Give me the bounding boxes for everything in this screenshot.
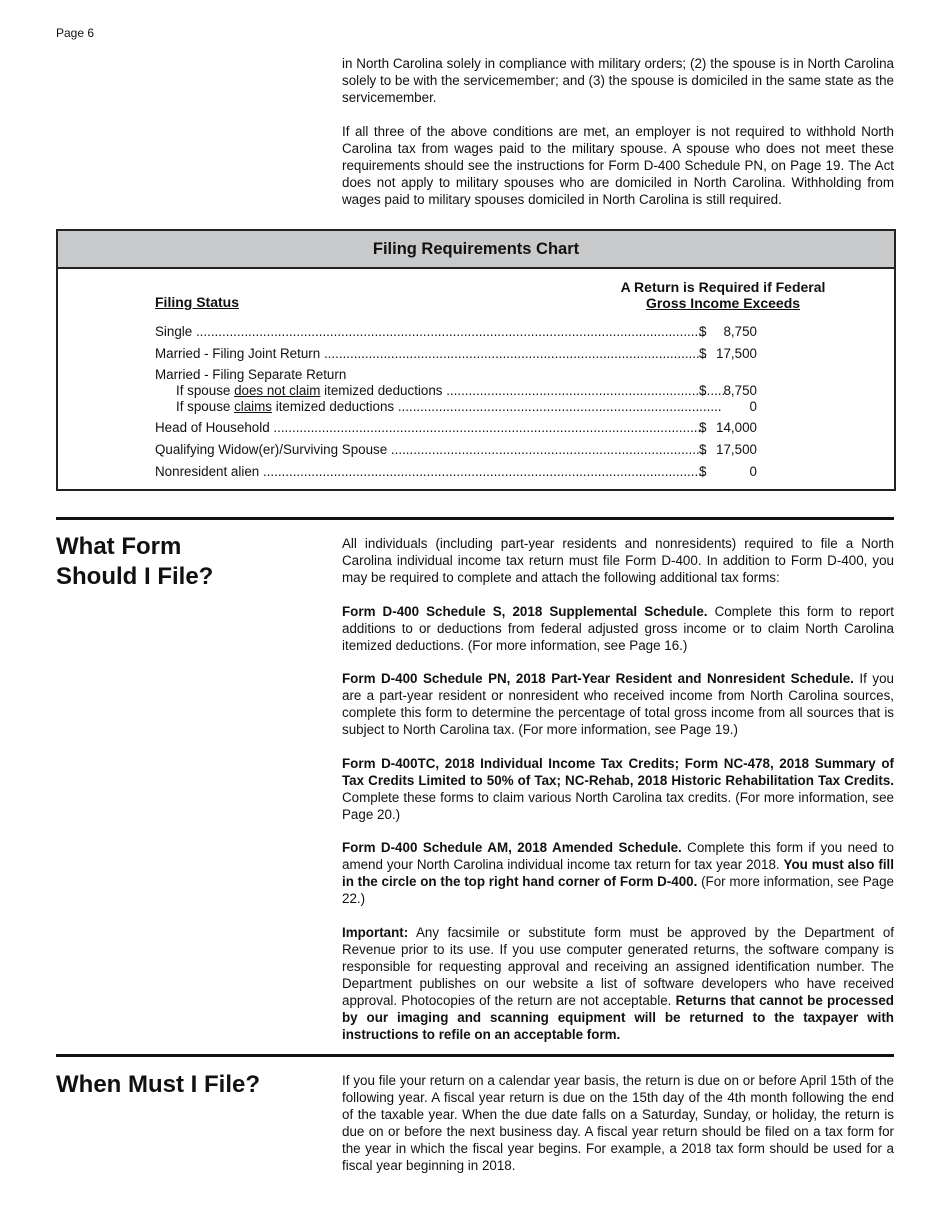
row-label: Qualifying Widow(er)/Surviving Spouse ..... — [155, 441, 706, 458]
dollar-sign: $ — [699, 420, 707, 435]
row-amount: 8,750 — [723, 324, 757, 339]
row-amount: 14,000 — [716, 420, 757, 435]
page-number: Page 6 — [56, 26, 95, 40]
row-label: If spouse claims itemized deductions ..... — [155, 398, 721, 415]
row-label: Single ..... — [155, 323, 706, 340]
chart-title: Filing Requirements Chart — [58, 231, 894, 269]
dollar-sign: $ — [699, 346, 707, 361]
tax-credits-paragraph: Form D-400TC, 2018 Individual Income Tax Credits; Form NC-478, 2018 Summary of Tax Credits Limited to 50% of Tax; NC-Rehab, 2018 Historic Rehabilitation Tax Credits. Complete these forms to claim various North Carolina tax credits. (For more information, see Page 20.) — [342, 755, 894, 822]
dollar-sign: $ — [699, 383, 707, 398]
intro-section — [342, 55, 894, 224]
row-amount: 8,750 — [723, 383, 757, 398]
intro-paragraph-2: If all three of the above conditions are met, an employer is not required to withhold North Carolina tax from wages paid to the military spouse. A spouse who does not meet these requirements should see the instructions for Form D-400 Schedule PN, on Page 19. The Act does not apply to military spouses who are domiciled in North Carolina. Withholding from wages paid to military spouses domiciled in North Carolina is still required. — [342, 123, 894, 207]
dollar-sign: $ — [699, 442, 707, 457]
filing-requirements-chart — [56, 229, 896, 491]
dollar-sign: $ — [699, 464, 707, 479]
income-threshold-header — [598, 279, 848, 311]
chart-row-married-separate-heading — [155, 366, 715, 383]
schedule-pn-paragraph: Form D-400 Schedule PN, 2018 Part-Year Resident and Nonresident Schedule. If you are a part-year resident or nonresident who received income from North Carolina sources, complete this form to determine the percentage of total gross income from all sources that is subject to North Carolina tax. (For more information, see Page 19.) — [342, 671, 894, 737]
row-label: If spouse does not claim itemized deductions ..... — [155, 382, 727, 399]
income-threshold-header-line2: Gross Income Exceeds — [645, 295, 801, 311]
row-label: Head of Household ..... — [155, 419, 706, 436]
row-label: Nonresident alien ..... — [155, 463, 706, 480]
when-file-content — [342, 1072, 894, 1191]
row-label: Married - Filing Joint Return ..... — [155, 345, 706, 362]
row-amount: 17,500 — [716, 346, 757, 361]
important-notice-paragraph: Important: Any facsimile or substitute form must be approved by the Department of Revenue prior to its use. If you use computer generated returns, the software company is responsible for requesting approval and receiving an assigned identification number. The Department publishes on our website a list of software developers who have received approval. Photocopies of the return are not acceptable. Returns that cannot be processed by our imaging and scanning equipment will be returned to the taxpayer with instructions to refile on an acceptable form. — [342, 924, 894, 1042]
schedule-am-paragraph: Form D-400 Schedule AM, 2018 Amended Schedule. Complete this form if you need to amend your North Carolina individual income tax return for tax year 2018. You must also fill in the circle on the top right hand corner of Form D-400. (For more information, see Page 22.) — [342, 840, 895, 906]
income-threshold-header-line1: A Return is Required if Federal — [620, 279, 826, 295]
what-form-content — [342, 535, 894, 1059]
section-title-what-form: What Form Should I File? — [56, 533, 214, 590]
section-divider — [56, 517, 894, 520]
row-amount: 0 — [749, 464, 757, 479]
dollar-sign: $ — [699, 324, 707, 339]
section-title-when-file: When Must I File? — [56, 1071, 260, 1098]
schedule-s-paragraph: Form D-400 Schedule S, 2018 Supplemental Schedule. Complete this form to report additions to or deductions from federal adjusted gross income or to claim North Carolina itemized deductions. (For more information, see Page 16.) — [342, 603, 894, 653]
row-amount: 17,500 — [716, 442, 757, 457]
filing-status-header: Filing Status — [155, 294, 239, 310]
what-form-intro: All individuals (including part-year residents and nonresidents) required to file a North Carolina individual income tax return must file Form D-400. In addition to Form D-400, you may be required to complete and attach the following additional tax forms: — [342, 536, 894, 585]
section-divider — [56, 1054, 894, 1057]
row-amount: 0 — [749, 399, 757, 414]
row-label: Married - Filing Separate Return — [155, 367, 347, 382]
intro-paragraph-1: in North Carolina solely in compliance with military orders; (2) the spouse is in North Carolina solely to be with the servicemember; and (3) the spouse is domiciled in the same state as the servicemember. — [342, 56, 894, 105]
when-file-paragraph: If you file your return on a calendar year basis, the return is due on or before April 15th of the following year. A fiscal year return is due on the 15th day of the 4th month following the end of the taxable year. When the due date falls on a Saturday, Sunday, or holiday, the return is due on or before the next business day. A fiscal year return should be filed on a tax form for the year in which the fiscal year begins. For example, a 2018 tax form should be used for a fiscal year beginning in 2018. — [342, 1073, 894, 1173]
